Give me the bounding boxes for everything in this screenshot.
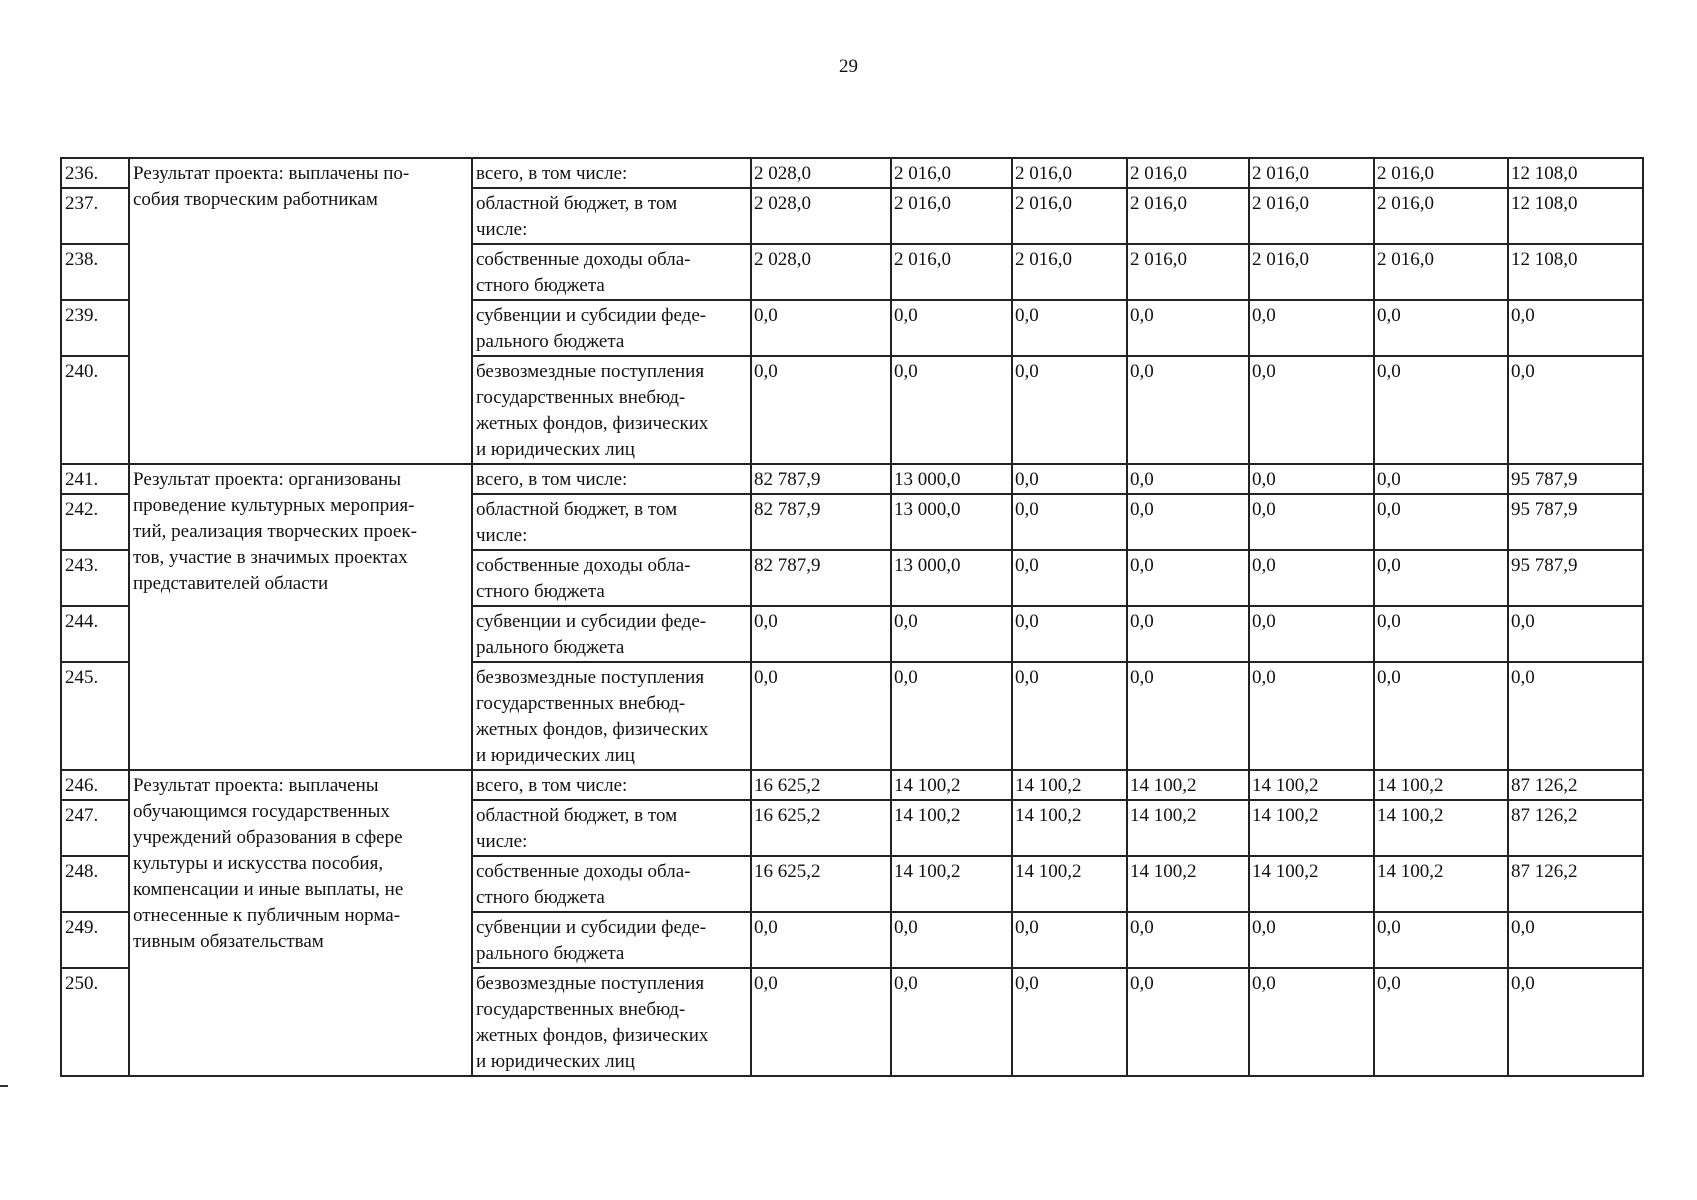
year-value: 2 016,0 [1012, 244, 1127, 300]
year-value: 0,0 [1012, 356, 1127, 464]
year-value: 0,0 [1374, 968, 1508, 1076]
row-number: 243. [61, 550, 129, 606]
year-value: 0,0 [1249, 912, 1374, 968]
year-value: 0,0 [1012, 662, 1127, 770]
row-number: 236. [61, 158, 129, 188]
year-value: 0,0 [1127, 968, 1249, 1076]
year-value: 0,0 [891, 300, 1012, 356]
total-value: 12 108,0 [1508, 244, 1643, 300]
year-value: 0,0 [1249, 662, 1374, 770]
year-value: 2 028,0 [751, 188, 891, 244]
funding-source: областной бюджет, в том числе: [472, 188, 751, 244]
row-number: 247. [61, 800, 129, 856]
year-value: 2 016,0 [1249, 158, 1374, 188]
year-value: 0,0 [1012, 912, 1127, 968]
funding-source: областной бюджет, в том числе: [472, 800, 751, 856]
row-number: 244. [61, 606, 129, 662]
table-row [61, 464, 1643, 494]
year-value: 0,0 [1012, 968, 1127, 1076]
budget-table [60, 157, 1644, 1077]
year-value: 2 016,0 [1012, 188, 1127, 244]
funding-source: субвенции и субсидии феде- рального бюджета [472, 606, 751, 662]
year-value: 0,0 [1374, 464, 1508, 494]
scan-margin-mark [0, 1085, 8, 1087]
year-value: 0,0 [1127, 464, 1249, 494]
year-value: 2 016,0 [1374, 244, 1508, 300]
year-value: 0,0 [891, 662, 1012, 770]
row-number: 237. [61, 188, 129, 244]
year-value: 0,0 [751, 300, 891, 356]
row-number: 241. [61, 464, 129, 494]
total-value: 0,0 [1508, 662, 1643, 770]
funding-source: собственные доходы обла- стного бюджета [472, 856, 751, 912]
year-value: 0,0 [1127, 300, 1249, 356]
year-value: 14 100,2 [891, 800, 1012, 856]
row-number: 245. [61, 662, 129, 770]
year-value: 13 000,0 [891, 550, 1012, 606]
row-number: 250. [61, 968, 129, 1076]
year-value: 0,0 [751, 968, 891, 1076]
funding-source: областной бюджет, в том числе: [472, 494, 751, 550]
year-value: 0,0 [751, 912, 891, 968]
funding-source: безвозмездные поступления государственных внебюд- жетных фондов, физических и юридических лиц [472, 968, 751, 1076]
year-value: 0,0 [891, 968, 1012, 1076]
total-value: 12 108,0 [1508, 188, 1643, 244]
year-value: 0,0 [751, 356, 891, 464]
row-number: 242. [61, 494, 129, 550]
year-value: 0,0 [1249, 968, 1374, 1076]
year-value: 0,0 [1012, 494, 1127, 550]
year-value: 0,0 [1249, 464, 1374, 494]
total-value: 12 108,0 [1508, 158, 1643, 188]
table-row [61, 770, 1643, 800]
year-value: 14 100,2 [1012, 856, 1127, 912]
year-value: 2 016,0 [891, 244, 1012, 300]
funding-source: всего, в том числе: [472, 770, 751, 800]
year-value: 0,0 [1249, 356, 1374, 464]
total-value: 87 126,2 [1508, 770, 1643, 800]
year-value: 2 016,0 [1374, 188, 1508, 244]
year-value: 0,0 [1249, 494, 1374, 550]
year-value: 0,0 [1374, 606, 1508, 662]
year-value: 14 100,2 [1012, 800, 1127, 856]
year-value: 0,0 [1374, 356, 1508, 464]
table-body [61, 158, 1643, 1076]
year-value: 0,0 [1127, 550, 1249, 606]
result-description: Результат проекта: организованы проведение культурных мероприя- тий, реализация творческих проек- тов, участие в значимых проектах представителей области [129, 464, 472, 770]
total-value: 0,0 [1508, 300, 1643, 356]
year-value: 14 100,2 [1374, 800, 1508, 856]
page-number: 29 [839, 56, 858, 77]
year-value: 2 016,0 [1127, 188, 1249, 244]
row-number: 249. [61, 912, 129, 968]
funding-source: безвозмездные поступления государственных внебюд- жетных фондов, физических и юридических лиц [472, 662, 751, 770]
total-value: 0,0 [1508, 606, 1643, 662]
row-number: 248. [61, 856, 129, 912]
funding-source: всего, в том числе: [472, 158, 751, 188]
table-row [61, 158, 1643, 188]
year-value: 14 100,2 [1249, 800, 1374, 856]
year-value: 82 787,9 [751, 550, 891, 606]
year-value: 0,0 [1374, 494, 1508, 550]
year-value: 2 028,0 [751, 158, 891, 188]
year-value: 0,0 [1374, 662, 1508, 770]
year-value: 0,0 [1374, 912, 1508, 968]
year-value: 16 625,2 [751, 800, 891, 856]
year-value: 0,0 [891, 606, 1012, 662]
year-value: 0,0 [751, 606, 891, 662]
year-value: 0,0 [1012, 606, 1127, 662]
year-value: 13 000,0 [891, 464, 1012, 494]
row-number: 246. [61, 770, 129, 800]
year-value: 2 016,0 [1374, 158, 1508, 188]
year-value: 2 016,0 [891, 158, 1012, 188]
year-value: 2 028,0 [751, 244, 891, 300]
year-value: 82 787,9 [751, 464, 891, 494]
total-value: 87 126,2 [1508, 800, 1643, 856]
year-value: 2 016,0 [1127, 244, 1249, 300]
year-value: 14 100,2 [1127, 770, 1249, 800]
year-value: 0,0 [891, 912, 1012, 968]
year-value: 16 625,2 [751, 770, 891, 800]
funding-source: собственные доходы обла- стного бюджета [472, 550, 751, 606]
result-description: Результат проекта: выплачены по- собия творческим работникам [129, 158, 472, 464]
year-value: 2 016,0 [1012, 158, 1127, 188]
year-value: 0,0 [1249, 606, 1374, 662]
year-value: 0,0 [1012, 550, 1127, 606]
funding-source: субвенции и субсидии феде- рального бюджета [472, 912, 751, 968]
year-value: 0,0 [1249, 550, 1374, 606]
funding-source: собственные доходы обла- стного бюджета [472, 244, 751, 300]
funding-source: всего, в том числе: [472, 464, 751, 494]
year-value: 0,0 [751, 662, 891, 770]
year-value: 82 787,9 [751, 494, 891, 550]
year-value: 2 016,0 [891, 188, 1012, 244]
result-description: Результат проекта: выплачены обучающимся государственных учреждений образования в сфере культуры и искусства пособия, компенсации и иные выплаты, не отнесенные к публичным норма- тивным обязательствам [129, 770, 472, 1076]
total-value: 0,0 [1508, 356, 1643, 464]
year-value: 0,0 [1012, 300, 1127, 356]
year-value: 0,0 [1127, 606, 1249, 662]
year-value: 14 100,2 [1249, 770, 1374, 800]
year-value: 0,0 [1012, 464, 1127, 494]
year-value: 14 100,2 [1374, 856, 1508, 912]
year-value: 14 100,2 [1374, 770, 1508, 800]
row-number: 240. [61, 356, 129, 464]
year-value: 0,0 [1127, 662, 1249, 770]
year-value: 2 016,0 [1249, 244, 1374, 300]
year-value: 14 100,2 [1127, 800, 1249, 856]
total-value: 0,0 [1508, 968, 1643, 1076]
year-value: 2 016,0 [1127, 158, 1249, 188]
total-value: 95 787,9 [1508, 494, 1643, 550]
row-number: 239. [61, 300, 129, 356]
year-value: 2 016,0 [1249, 188, 1374, 244]
row-number: 238. [61, 244, 129, 300]
total-value: 0,0 [1508, 912, 1643, 968]
year-value: 14 100,2 [1127, 856, 1249, 912]
funding-source: безвозмездные поступления государственных внебюд- жетных фондов, физических и юридических лиц [472, 356, 751, 464]
year-value: 14 100,2 [1249, 856, 1374, 912]
year-value: 0,0 [1127, 356, 1249, 464]
total-value: 95 787,9 [1508, 550, 1643, 606]
total-value: 87 126,2 [1508, 856, 1643, 912]
year-value: 0,0 [891, 356, 1012, 464]
year-value: 16 625,2 [751, 856, 891, 912]
year-value: 14 100,2 [1012, 770, 1127, 800]
year-value: 14 100,2 [891, 770, 1012, 800]
year-value: 0,0 [1249, 300, 1374, 356]
year-value: 14 100,2 [891, 856, 1012, 912]
year-value: 0,0 [1374, 550, 1508, 606]
year-value: 0,0 [1127, 494, 1249, 550]
total-value: 95 787,9 [1508, 464, 1643, 494]
year-value: 0,0 [1127, 912, 1249, 968]
funding-source: субвенции и субсидии феде- рального бюджета [472, 300, 751, 356]
year-value: 13 000,0 [891, 494, 1012, 550]
year-value: 0,0 [1374, 300, 1508, 356]
